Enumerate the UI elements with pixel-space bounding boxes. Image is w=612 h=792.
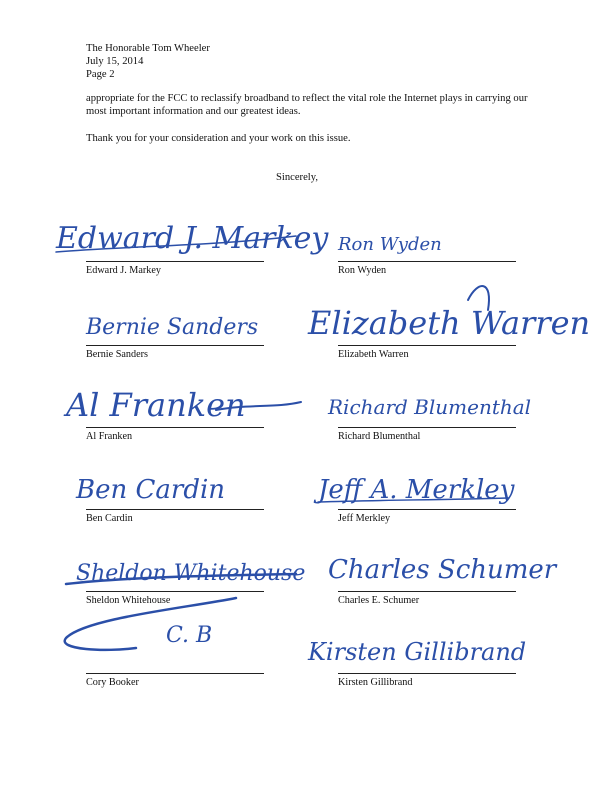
signer-name-sanders: Bernie Sanders: [86, 349, 148, 360]
signature-block-markey: [56, 206, 329, 276]
signature-line: [86, 673, 264, 674]
signature-blumenthal: [318, 372, 568, 430]
signature-schumer: [318, 536, 568, 594]
signature-block-franken: [66, 372, 286, 442]
svg-text:Bernie Sanders: Bernie Sanders: [86, 315, 259, 340]
signature-cardin: [66, 454, 316, 512]
signer-name-wyden: Ron Wyden: [338, 265, 387, 276]
signature-line: [86, 345, 264, 346]
signature-line: [338, 427, 516, 428]
svg-text:Elizabeth Warren: Elizabeth Warren: [308, 304, 591, 342]
recipient-line: The Honorable Tom Wheeler: [86, 43, 210, 54]
letter-body: [86, 92, 546, 159]
signer-name-schumer: Charles E. Schumer: [338, 595, 420, 606]
signer-name-whitehouse: Sheldon Whitehouse: [86, 595, 171, 606]
signer-name-blumenthal: Richard Blumenthal: [338, 431, 421, 442]
signature-merkley: [318, 454, 568, 512]
svg-text:Ron Wyden: Ron Wyden: [338, 234, 442, 255]
signature-line: [338, 673, 516, 674]
signature-markey: [56, 206, 329, 264]
signature-warren: [308, 290, 591, 348]
signature-block-sanders: [86, 290, 286, 360]
signature-block-merkley: [318, 454, 538, 524]
signature-wyden: [318, 206, 568, 264]
signature-line: [86, 261, 264, 262]
body-paragraph-2: Thank you for your consideration and your work on this issue.: [86, 133, 351, 144]
svg-text:Edward J. Markey: Edward J. Markey: [56, 221, 329, 256]
signature-whitehouse: [66, 536, 316, 594]
signature-block-whitehouse: [76, 536, 306, 606]
signer-name-gillibrand: Kirsten Gillibrand: [338, 677, 413, 688]
signature-line: [338, 509, 516, 510]
signature-line: [338, 345, 516, 346]
svg-text:Charles Schumer: Charles Schumer: [328, 555, 557, 585]
letter-header: [86, 42, 210, 81]
signature-franken: [66, 372, 316, 430]
svg-text:Richard Blumenthal: Richard Blumenthal: [328, 395, 532, 419]
signature-line: [338, 591, 516, 592]
signature-line: [338, 261, 516, 262]
page-number: Page 2: [86, 69, 115, 80]
signer-name-warren: Elizabeth Warren: [338, 349, 409, 360]
svg-text:Al Franken: Al Franken: [66, 386, 246, 424]
closing: Sincerely,: [276, 172, 318, 183]
signer-name-booker: Cory Booker: [86, 677, 139, 688]
signature-block-blumenthal: [328, 372, 538, 442]
signature-line: [86, 591, 264, 592]
signer-name-franken: Al Franken: [86, 431, 133, 442]
signature-booker: [66, 618, 316, 676]
svg-text:C. B: C. B: [166, 623, 213, 648]
signature-gillibrand: [308, 618, 568, 676]
svg-text:Jeff A. Merkley: Jeff A. Merkley: [318, 475, 515, 505]
svg-text:Ben Cardin: Ben Cardin: [76, 475, 226, 505]
signer-name-markey: Edward J. Markey: [86, 265, 161, 276]
svg-text:Kirsten Gillibrand: Kirsten Gillibrand: [308, 638, 527, 666]
signature-block-cardin: [76, 454, 286, 524]
signer-name-merkley: Jeff Merkley: [338, 513, 391, 524]
signer-name-cardin: Ben Cardin: [86, 513, 133, 524]
signature-block-booker: [86, 618, 286, 688]
svg-text:Sheldon Whitehouse: Sheldon Whitehouse: [76, 561, 306, 586]
signature-block-schumer: [328, 536, 557, 606]
signature-block-gillibrand: [308, 618, 538, 688]
signature-sanders: [66, 290, 316, 348]
signature-block-warren: [308, 290, 591, 360]
signature-block-wyden: [338, 206, 538, 276]
body-paragraph-1: appropriate for the FCC to reclassify broadband to reflect the vital role the Internet plays in carrying our most important information and our greatest ideas.: [86, 93, 528, 117]
date-line: July 15, 2014: [86, 56, 144, 67]
signature-line: [86, 509, 264, 510]
signature-line: [86, 427, 264, 428]
